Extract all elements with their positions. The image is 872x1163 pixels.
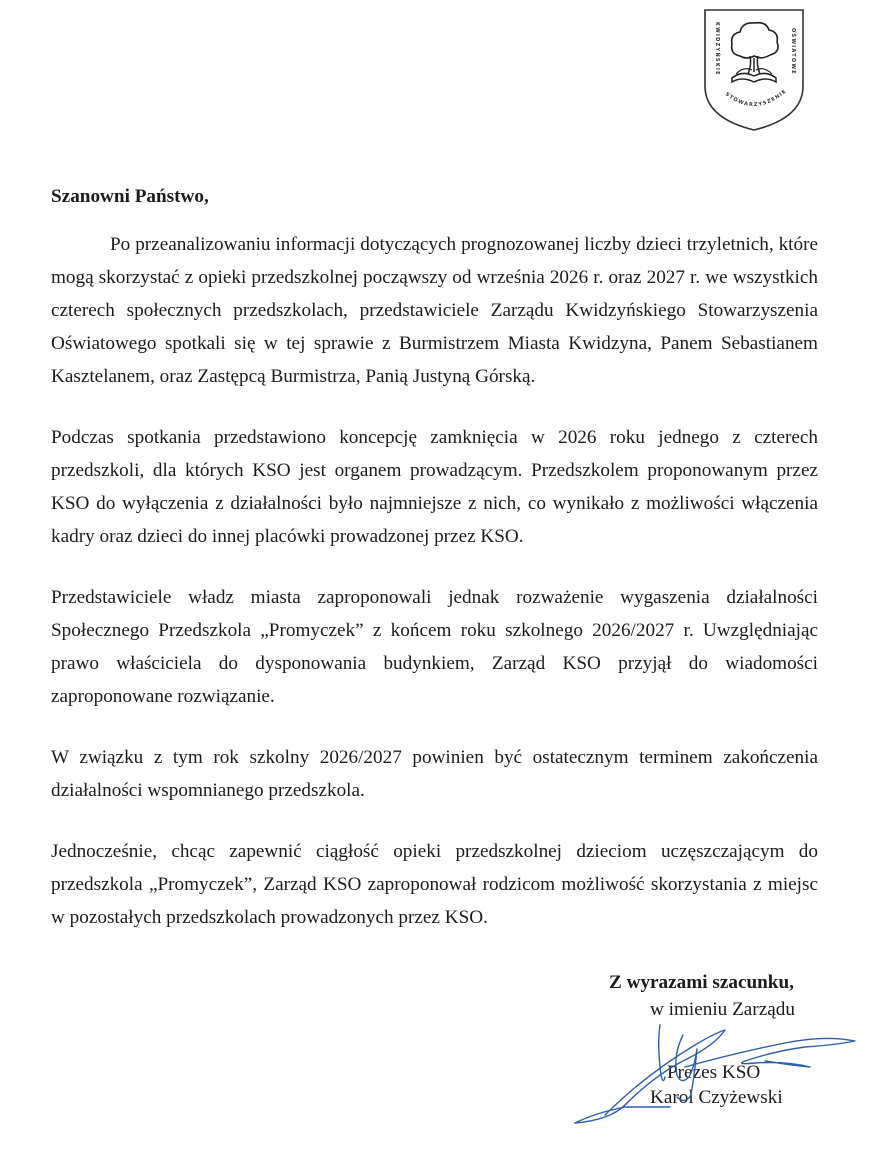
tree-on-book-crest-icon	[702, 8, 806, 132]
letter-greeting: Szanowni Państwo,	[51, 186, 209, 207]
svg-text:STOWARZYSZENIE	[724, 88, 788, 108]
signatory-name: Karol Czyżewski	[650, 1087, 783, 1108]
paragraph-2: Podczas spotkania przedstawiono koncepcję zamknięcia w 2026 roku jednego z czterech przedszkoli, dla których KSO jest organem prowadzącym. Przedszkolem proponowanym przez KSO do wyłączenia z działalności było najmniejsze z nich, co wynikało z możliwości włączenia kadry oraz dzieci do innej placówki prowadzonej przez KSO.	[51, 427, 818, 547]
paragraph-3: Przedstawiciele władz miasta zaproponowali jednak rozważenie wygaszenia działalności Społecznego Przedszkola „Promyczek” z końcem roku szkolnego 2026/2027 r. Uwzględniając prawo właściciela do dysponowania budynkiem, Zarząd KSO przyjął do wiadomości zaproponowane rozwiązanie.	[51, 587, 818, 707]
paragraph-1: Po przeanalizowaniu informacji dotyczących prognozowanej liczby dzieci trzyletnich, które mogą skorzystać z opieki przedszkolnej począwszy od września 2026 r. oraz 2027 r. we wszystkich czterech społecznych przedszkolach, przedstawiciele Zarządu Kwidzyńskiego Stowarzyszenia Oświatowego spotkali się w tej sprawie z Burmistrzem Miasta Kwidzyna, Panem Sebastianem Kasztelanem, oraz Zastępcą Burmistrza, Panią Justyną Górską.	[51, 234, 818, 387]
logo-text-right: OŚWIATOWE	[790, 28, 796, 76]
signatory-role: Prezes KSO	[667, 1062, 761, 1083]
closing-regards: Z wyrazami szacunku,	[609, 972, 794, 993]
letter-body	[51, 180, 818, 934]
logo-text-bottom: STOWARZYSZENIE	[723, 88, 789, 109]
organization-logo	[702, 8, 806, 132]
paragraph-5: Jednocześnie, chcąc zapewnić ciągłość opieki przedszkolnej dzieciom uczęszczającym do przedszkola „Promyczek”, Zarząd KSO zaproponował rodzicom możliwość skorzystania z miejsc w pozostałych przedszkolach prowadzonych przez KSO.	[51, 841, 818, 928]
logo-text-left: KWIDZYŃSKIE	[714, 22, 720, 76]
paragraph-4: W związku z tym rok szkolny 2026/2027 powinien być ostatecznym terminem zakończenia działalności wspomnianego przedszkola.	[51, 747, 818, 801]
closing-on-behalf: w imieniu Zarządu	[650, 999, 795, 1020]
